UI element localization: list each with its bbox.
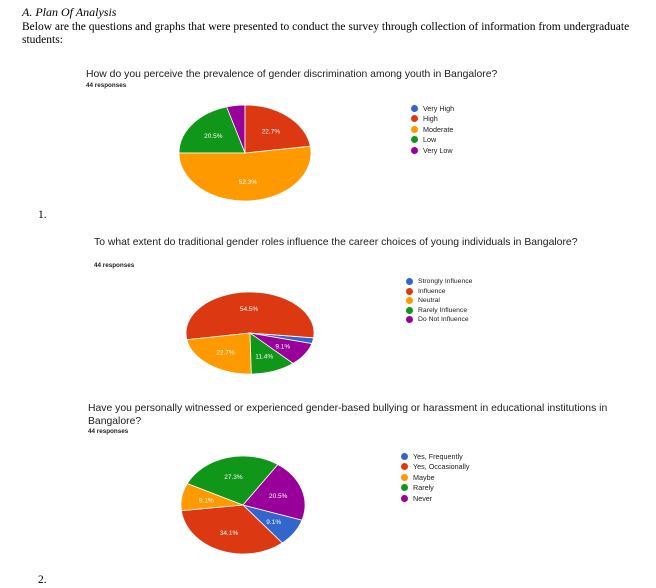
legend-item — [406, 277, 472, 287]
slice-label: 34.1% — [219, 529, 239, 537]
legend-item — [401, 483, 469, 494]
pie-chart — [174, 448, 314, 563]
list-number-1: 1. — [38, 209, 47, 221]
legend-item — [401, 472, 469, 483]
legend-swatch — [401, 474, 408, 481]
legend-swatch — [401, 463, 408, 470]
slice-label: 11.4% — [255, 353, 274, 361]
legend-swatch — [401, 453, 408, 460]
chart-legend — [406, 277, 472, 325]
legend-swatch — [411, 105, 418, 112]
legend-swatch — [411, 136, 418, 143]
intro-paragraph: Below are the questions and graphs that were presented to conduct the survey through collection of information from undergraduate students: — [22, 21, 630, 46]
chart-title: To what extent do traditional gender roles influence the career choices of young individuals in Bangalore? — [94, 237, 578, 248]
legend-label: Neutral — [418, 297, 440, 305]
slice-label: 22.7% — [261, 128, 281, 136]
chart-legend — [411, 103, 454, 156]
slice-label: 52.3% — [238, 179, 258, 187]
legend-item — [406, 306, 472, 316]
pie-chart — [171, 100, 321, 210]
legend-label: Influence — [418, 287, 446, 295]
legend-item — [406, 296, 472, 306]
list-number-2: 2. — [38, 574, 47, 586]
legend-item — [411, 145, 454, 156]
legend-swatch — [406, 307, 413, 314]
slice-label: 20.5% — [204, 133, 223, 141]
legend-label: Yes, Occasionally — [413, 462, 470, 472]
legend-item — [406, 315, 472, 325]
legend-swatch — [406, 316, 413, 323]
legend-label: Moderate — [423, 124, 454, 134]
chart-title: Have you personally witnessed or experienced gender-based bullying or harassment in educational institutions in Bangalore? — [88, 403, 608, 427]
legend-item — [411, 103, 454, 114]
slice-label: 20.5% — [268, 492, 288, 500]
legend-label: Low — [423, 135, 437, 145]
legend-label: Very High — [423, 103, 455, 113]
legend-item — [411, 124, 454, 135]
pie-chart — [176, 280, 326, 380]
section-heading: A. Plan Of Analysis — [22, 5, 117, 19]
legend-item — [401, 493, 469, 504]
slice-label: 22.7% — [216, 349, 235, 357]
chart-legend — [401, 451, 469, 504]
legend-label: Never — [413, 493, 433, 503]
legend-swatch — [411, 147, 418, 154]
legend-item — [401, 462, 469, 473]
slice-label: 54.5% — [239, 305, 259, 313]
legend-swatch — [406, 278, 413, 285]
slice-label: 9.1% — [275, 343, 291, 351]
legend-swatch — [406, 288, 413, 295]
legend-label: Maybe — [413, 472, 435, 482]
legend-swatch — [411, 115, 418, 122]
chart-title: How do you perceive the prevalence of gender discrimination among youth in Bangalore? — [86, 69, 498, 80]
legend-label: Yes, Frequently — [413, 451, 463, 461]
legend-item — [411, 114, 454, 125]
legend-label: Rarely Influence — [418, 306, 468, 314]
chart-subtitle: 44 responses — [86, 82, 127, 89]
slice-label: 27.3% — [224, 474, 243, 482]
slice-label: 9.1% — [266, 519, 282, 527]
legend-item — [401, 451, 469, 462]
legend-item — [406, 287, 472, 297]
legend-label: Strongly Influence — [418, 278, 473, 286]
legend-label: High — [423, 114, 438, 124]
legend-label: Rarely — [413, 483, 434, 493]
legend-label: Very Low — [423, 145, 453, 155]
slice-label: 9.1% — [198, 497, 214, 505]
legend-swatch — [401, 484, 408, 491]
legend-swatch — [401, 495, 408, 502]
legend-item — [411, 135, 454, 146]
legend-label: Do Not Influence — [418, 316, 469, 324]
chart-subtitle: 44 responses — [88, 428, 129, 435]
legend-swatch — [406, 297, 413, 304]
legend-swatch — [411, 126, 418, 133]
pie-slice — [179, 146, 311, 201]
chart-subtitle: 44 responses — [94, 262, 135, 269]
